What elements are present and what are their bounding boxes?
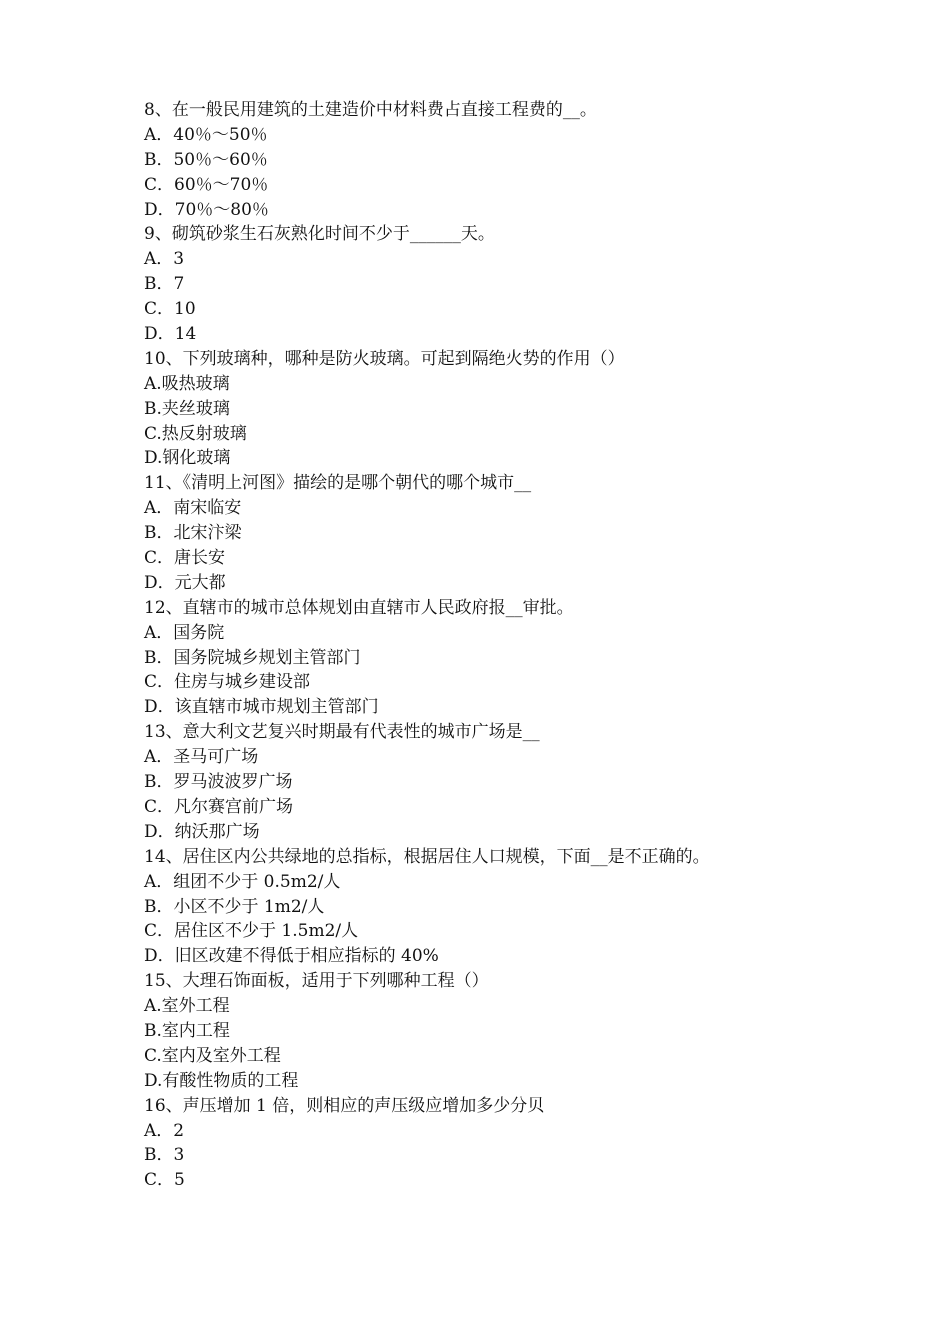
question-16-option-a: A．2 (144, 1120, 185, 1141)
question-14-option-a: A．组团不少于 0.5m2/人 (144, 871, 341, 892)
question-10-option-d: D.钢化玻璃 (144, 448, 231, 469)
question-9-option-c: C．10 (144, 299, 196, 320)
question-9-option-d: D．14 (144, 324, 197, 345)
question-16-option-c: C．5 (144, 1170, 185, 1191)
question-12-stem: 12、直辖市的城市总体规划由直辖市人民政府报__审批。 (144, 597, 574, 618)
question-14-option-b: B．小区不少于 1m2/人 (144, 896, 325, 917)
question-11-stem: 11、《清明上河图》描绘的是哪个朝代的哪个城市__ (144, 473, 532, 494)
question-8-stem: 8、在一般民用建筑的土建造价中材料费占直接工程费的__。 (144, 100, 597, 120)
question-11-option-c: C．唐长安 (144, 548, 226, 569)
question-8-option-a: A．40％～50％ (144, 124, 268, 145)
question-15-option-a: A.室外工程 (144, 996, 230, 1017)
question-11-option-b: B．北宋汴梁 (144, 523, 242, 544)
question-12-option-a: A．国务院 (144, 622, 225, 643)
question-10-option-c: C.热反射玻璃 (144, 423, 247, 444)
question-16-stem: 16、声压增加 1 倍，则相应的声压级应增加多少分贝 (144, 1095, 545, 1116)
question-9-option-b: B．7 (144, 274, 185, 295)
question-14-option-c: C．居住区不少于 1.5m2/人 (144, 921, 359, 942)
question-13-option-d: D．纳沃那广场 (144, 821, 260, 842)
question-15-stem: 15、大理石饰面板，适用于下列哪种工程（） (144, 971, 489, 992)
question-9-option-a: A．3 (144, 249, 185, 270)
question-11-option-d: D．元大都 (144, 572, 226, 593)
question-10-stem: 10、下列玻璃种，哪种是防火玻璃。可起到隔绝火势的作用（） (144, 348, 625, 369)
question-10-option-a: A.吸热玻璃 (144, 373, 230, 394)
question-12-option-c: C．住房与城乡建设部 (144, 672, 311, 693)
question-15-option-d: D.有酸性物质的工程 (144, 1070, 299, 1091)
question-12-option-d: D．该直辖市城市规划主管部门 (144, 697, 379, 718)
question-8-option-d: D．70％～80％ (144, 199, 269, 220)
question-8-option-c: C．60％～70％ (144, 174, 269, 195)
question-14-option-d: D．旧区改建不得低于相应指标的 40% (144, 946, 439, 967)
question-13-stem: 13、意大利文艺复兴时期最有代表性的城市广场是__ (144, 722, 540, 743)
question-9-stem: 9、砌筑砂浆生石灰熟化时间不少于______天。 (144, 224, 495, 245)
question-8-option-b: B．50％～60％ (144, 149, 268, 170)
question-list (144, 98, 844, 1193)
question-10-option-b: B.夹丝玻璃 (144, 398, 230, 419)
question-13-option-b: B．罗马波波罗广场 (144, 772, 293, 793)
question-14-stem: 14、居住区内公共绿地的总指标，根据居住人口规模，下面__是不正确的。 (144, 846, 710, 867)
question-13-option-a: A．圣马可广场 (144, 747, 259, 768)
question-15-option-b: B.室内工程 (144, 1020, 230, 1041)
question-13-option-c: C．凡尔赛宫前广场 (144, 796, 294, 817)
question-16-option-b: B．3 (144, 1145, 185, 1166)
question-11-option-a: A．南宋临安 (144, 498, 242, 519)
question-12-option-b: B．国务院城乡规划主管部门 (144, 647, 361, 668)
question-15-option-c: C.室内及室外工程 (144, 1045, 281, 1066)
